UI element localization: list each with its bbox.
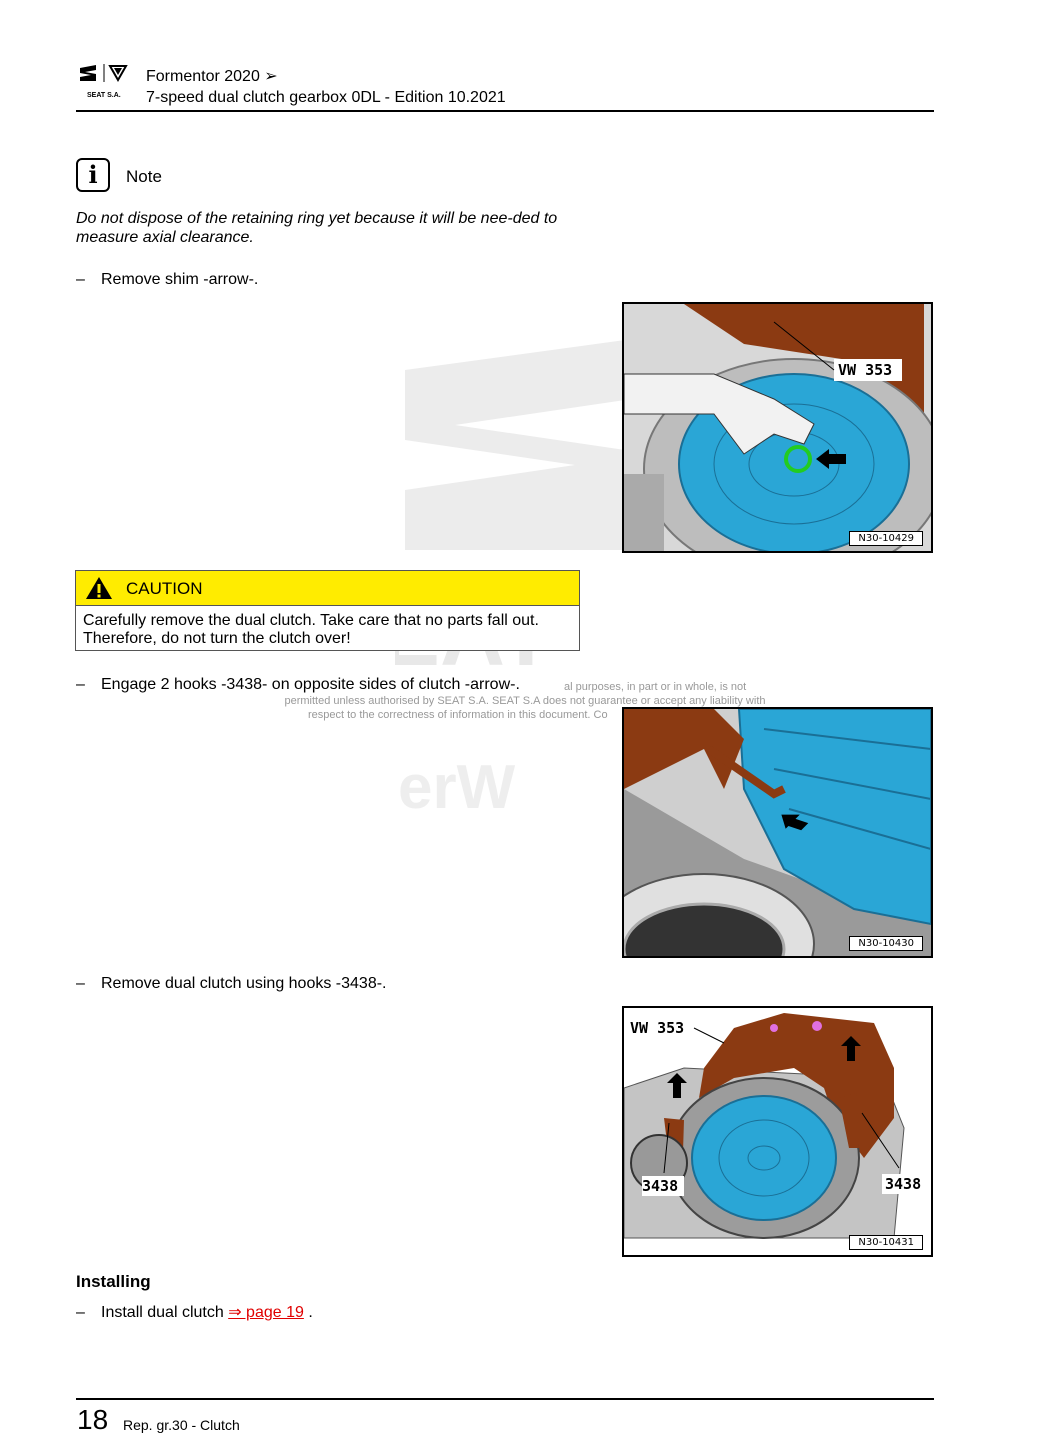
caution-box	[75, 570, 580, 651]
title-arrow-icon: ➢	[264, 68, 278, 85]
callout-vw353: VW 353	[838, 361, 893, 379]
callout-hook-left: 3438	[642, 1177, 679, 1195]
caution-label: CAUTION	[126, 579, 203, 598]
info-icon: i	[76, 158, 110, 192]
footer-divider	[76, 1398, 934, 1400]
step-install-dual-clutch: – Install dual clutch ⇒ page 19 .	[76, 1304, 313, 1321]
step-engage-hooks: – Engage 2 hooks -3438- on opposite sides of clutch -arrow-.	[76, 676, 520, 693]
note-text: Do not dispose of the retaining ring yet because it will be nee-ded to measure axial clearance.	[76, 210, 558, 246]
figure-id-label: N30-10430	[849, 936, 923, 951]
warning-icon	[84, 575, 114, 601]
document-subtitle: 7-speed dual clutch gearbox 0DL - Edition 10.2021	[146, 89, 506, 106]
caution-text: Carefully remove the dual clutch. Take care that no parts fall out. Therefore, do not turn the clutch over!	[83, 612, 539, 647]
step-remove-shim: – Remove shim -arrow-.	[76, 271, 259, 288]
step-dash: –	[76, 271, 85, 288]
brand-label: SEAT S.A.	[87, 92, 121, 99]
figure-1-illustration	[624, 304, 931, 551]
callout-vw353: VW 353	[630, 1019, 685, 1037]
section-heading-installing: Installing	[76, 1272, 151, 1291]
footer-chapter: Rep. gr.30 - Clutch	[123, 1417, 240, 1433]
header-divider	[76, 110, 934, 112]
callout-hook-right: 3438	[885, 1175, 922, 1193]
watermark-line-1: al purposes, in part or in whole, is not	[564, 681, 747, 693]
figure-remove-shim	[622, 302, 933, 553]
figure-id-label: N30-10429	[849, 531, 923, 546]
figure-3-illustration	[624, 1008, 931, 1255]
document-title: Formentor 2020 ➢	[146, 68, 278, 85]
seat-logo	[78, 62, 138, 106]
figure-id-label: N30-10431	[849, 1235, 923, 1250]
step-dash: –	[76, 676, 85, 693]
note-label: Note	[126, 167, 162, 186]
caution-header	[76, 571, 579, 606]
watermark-line-3: respect to the correctness of information in this document. Co	[308, 709, 608, 721]
step-dash: –	[76, 1304, 85, 1321]
figure-remove-clutch-hooks	[622, 1006, 933, 1257]
step-dash: –	[76, 975, 85, 992]
watermark-line-2: permitted unless authorised by SEAT S.A. SEAT S.A does not guarantee or accept any liability with	[284, 695, 766, 707]
figure-2-illustration	[624, 709, 931, 956]
step-remove-dual-clutch: – Remove dual clutch using hooks -3438-.	[76, 975, 387, 992]
page-19-link[interactable]: ⇒ page 19	[228, 1304, 304, 1321]
figure-engage-hooks	[622, 707, 933, 958]
page-number: 18	[77, 1404, 109, 1435]
erwin-watermark: erW	[398, 753, 516, 822]
